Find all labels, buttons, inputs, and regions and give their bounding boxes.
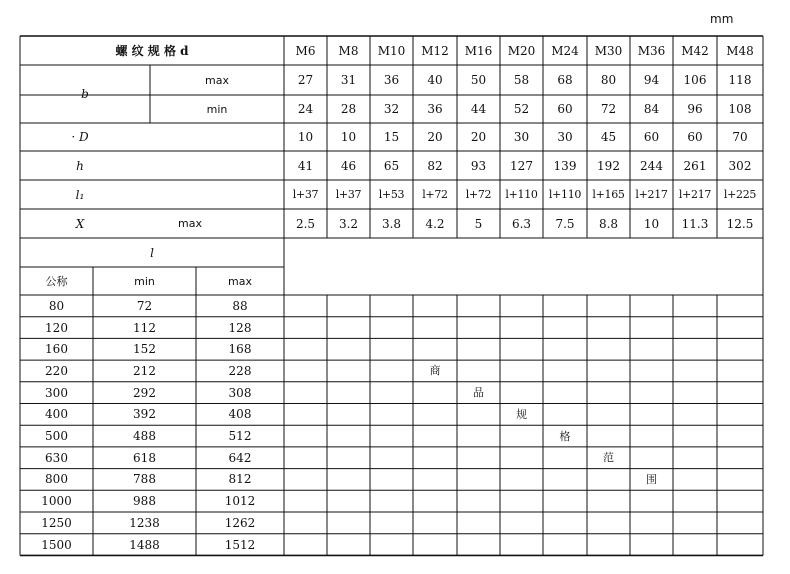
value-cell: 20 [470,130,487,144]
value-cell: 32 [383,102,400,116]
size-header: M10 [377,43,406,58]
value-cell: 30 [557,130,573,144]
length-cell: 1488 [129,537,160,552]
length-cell: 1512 [224,537,256,552]
value-cell: 60 [557,102,573,116]
value-cell: 28 [340,102,357,116]
value-cell: 192 [597,158,620,173]
value-cell: 3.2 [338,216,359,231]
length-cell: 400 [45,407,68,422]
length-cell: 1262 [224,515,256,530]
value-cell: l+110 [548,188,582,201]
value-cell: 261 [683,158,707,173]
length-cell: 1250 [41,515,72,530]
row-label-x: X [75,216,85,231]
value-cell: 44 [470,102,487,116]
value-cell: 139 [553,158,577,173]
value-cell: 10 [643,216,660,231]
value-cell: l+225 [723,188,757,201]
value-cell: 36 [427,102,443,116]
value-cell: 50 [470,73,487,87]
value-cell: 10 [297,130,314,144]
value-cell: l+72 [422,188,448,201]
value-cell: 20 [427,130,443,144]
length-col-header: min [134,274,155,288]
value-cell: 8.8 [598,216,619,231]
value-cell: 3.8 [381,216,402,231]
range-marker: 围 [646,472,657,486]
length-col-header: max [228,274,252,288]
value-cell: 10 [340,130,357,144]
value-cell: 80 [600,73,617,87]
value-cell: l+110 [505,188,538,201]
thread-spec-header: 螺 纹 规 格 d [115,43,189,58]
size-header: M8 [338,43,359,58]
value-cell: 118 [728,73,752,87]
length-cell: 630 [45,450,68,465]
length-cell: 112 [133,320,156,335]
value-cell: 41 [297,158,314,173]
value-cell: 94 [643,73,660,87]
length-cell: 800 [45,472,68,487]
value-cell: 11.3 [681,216,709,231]
unit-label: mm [710,12,734,26]
length-header: l [150,245,154,260]
value-cell: 70 [732,130,748,144]
value-cell: 72 [600,102,617,116]
value-cell: 108 [728,102,752,116]
value-cell: 58 [513,73,530,87]
value-cell: 12.5 [726,216,754,231]
value-cell: 24 [297,102,314,116]
length-cell: 1000 [41,494,72,509]
value-cell: 45 [600,130,617,144]
value-cell: 127 [510,158,533,173]
value-cell: 27 [297,73,314,87]
length-cell: 80 [48,298,65,313]
row-label: h [76,158,84,173]
value-cell: l+53 [378,188,405,201]
value-cell: 82 [427,158,443,173]
length-cell: 1500 [41,537,72,552]
value-cell: 30 [513,130,530,144]
length-cell: 1238 [129,515,160,530]
value-cell: 68 [557,73,573,87]
row-sublabel: max [178,217,202,230]
row-sublabel: min [206,102,228,116]
size-header: M42 [681,43,709,58]
value-cell: 46 [340,158,357,173]
value-cell: l+72 [465,188,492,201]
length-cell: 220 [45,363,68,378]
size-header: M36 [637,43,666,58]
length-cell: 1012 [224,494,256,509]
length-cell: 168 [228,342,252,357]
length-cell: 228 [228,363,252,378]
row-label-b: b [81,87,89,101]
length-cell: 292 [133,385,156,400]
row-sublabel: max [205,73,229,87]
range-marker: 品 [473,386,484,400]
value-cell: 106 [683,73,707,87]
size-header: M20 [507,43,536,58]
size-header: M6 [295,43,316,58]
value-cell: 93 [470,158,487,173]
value-cell: l+217 [635,188,668,201]
length-col-header: 公称 [45,274,68,288]
length-cell: 500 [45,429,68,444]
size-header: M24 [551,43,579,58]
length-cell: 120 [45,320,68,335]
range-marker: 范 [603,451,614,465]
value-cell: l+37 [292,188,319,201]
length-cell: 300 [45,385,68,400]
length-cell: 392 [133,407,156,422]
row-label: l₁ [75,187,85,202]
length-cell: 512 [228,429,252,444]
length-cell: 72 [136,298,153,313]
size-header: M16 [464,43,493,58]
length-cell: 488 [133,429,156,444]
range-marker: 规 [516,407,527,421]
value-cell: 60 [643,130,660,144]
length-cell: 88 [232,298,248,313]
size-header: M12 [421,43,449,58]
length-cell: 788 [133,472,156,487]
value-cell: 5 [474,216,483,231]
value-cell: 65 [383,158,400,173]
value-cell: 4.2 [425,216,445,231]
length-cell: 152 [133,342,156,357]
value-cell: 40 [427,73,443,87]
value-cell: 60 [687,130,703,144]
size-header: M48 [726,43,754,58]
value-cell: 52 [513,102,530,116]
value-cell: 6.3 [511,216,532,231]
value-cell: l+165 [592,188,625,201]
size-header: M30 [594,43,623,58]
value-cell: 31 [340,73,357,87]
length-cell: 618 [133,450,156,465]
range-marker: 格 [559,429,571,443]
value-cell: 302 [728,158,752,173]
value-cell: 244 [640,158,663,173]
row-label: · D [71,130,89,144]
value-cell: 15 [383,130,400,144]
value-cell: 96 [687,102,703,116]
value-cell: 36 [383,73,400,87]
length-cell: 212 [133,363,156,378]
value-cell: 7.5 [555,216,575,231]
length-cell: 408 [228,407,252,422]
value-cell: 84 [643,102,660,116]
length-cell: 128 [228,320,252,335]
value-cell: l+217 [678,188,712,201]
length-cell: 642 [228,450,252,465]
range-marker: 商 [429,364,441,378]
length-cell: 988 [133,494,156,509]
length-cell: 812 [228,472,252,487]
length-cell: 308 [228,385,252,400]
length-cell: 160 [45,342,68,357]
value-cell: 2.5 [295,216,316,231]
value-cell: l+37 [335,188,362,201]
